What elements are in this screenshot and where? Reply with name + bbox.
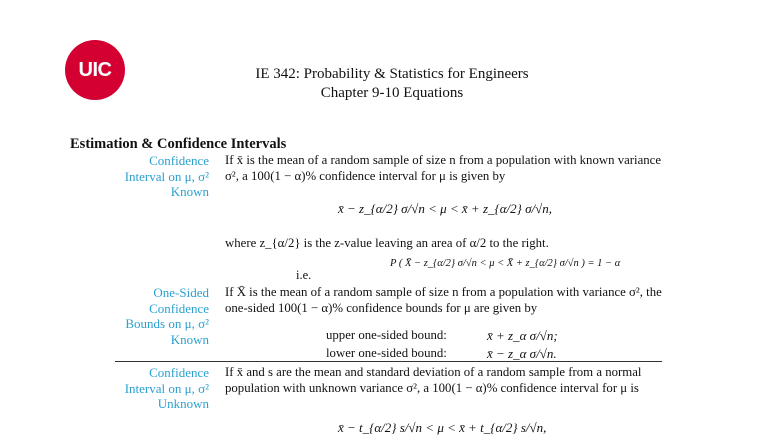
label-line: Unknown <box>157 396 209 411</box>
formula-ci-unknown: x̄ − t_{α/2} s/√n < μ < x̄ + t_{α/2} s/√n, <box>338 420 547 435</box>
label-line: Bounds on μ, σ² <box>125 316 209 331</box>
section-title: Estimation & Confidence Intervals <box>70 136 287 152</box>
label-line: Known <box>170 184 209 199</box>
label-line: Interval on μ, σ² <box>124 168 209 184</box>
prob-formula: P ( X̄ − z_{α/2} σ/√n < μ < X̄ + z_{α/2} σ/√n ) = 1 − α <box>390 258 621 269</box>
label-line: One-Sided <box>153 285 209 300</box>
block-text-ci-unknown: If x̄ and s are the mean and standard deviation of a random sample from a normal population with unknown variance σ², a 100(1 − α)% confidence interval for μ is <box>225 365 642 395</box>
label-line: Known <box>170 331 209 347</box>
block-label-one-sided <box>125 285 209 347</box>
block-text-ci-known: If x̄ is the mean of a random sample of size n from a population with known variance σ², a 100(1 − α)% confidence interval for μ is given by <box>225 153 662 183</box>
block-label-ci-unknown <box>125 365 209 412</box>
formula-ci-known: x̄ − z_{α/2} σ/√n < μ < x̄ + z_{α/2} σ/√n, <box>338 201 553 216</box>
label-line: Interval on μ, σ² <box>124 380 209 396</box>
section-divider <box>115 361 662 362</box>
ie-label: i.e. <box>296 268 312 282</box>
label-line: Confidence <box>149 300 209 316</box>
logo-text: UIC <box>78 58 112 81</box>
label-line: Confidence <box>149 365 209 380</box>
upper-bound-formula: x̄ + z_α σ/√n; <box>487 328 558 343</box>
block-text-one-sided: If X̄ is the mean of a random sample of size n from a population with variance σ², the one-sided 100(1 − α)% confidence bounds for μ are given by <box>225 285 662 315</box>
lower-bound-formula: x̄ − z_α σ/√n. <box>487 346 557 361</box>
note-z-value: where z_{α/2} is the z-value leaving an area of α/2 to the right. <box>225 236 549 250</box>
page-title: IE 342: Probability & Statistics for Engineers <box>255 66 529 82</box>
block-label-ci-known <box>125 153 209 200</box>
lower-bound-label: lower one-sided bound: <box>326 346 447 360</box>
label-line: Confidence <box>149 153 209 168</box>
page-subtitle: Chapter 9-10 Equations <box>320 85 464 101</box>
upper-bound-label: upper one-sided bound: <box>326 328 447 342</box>
